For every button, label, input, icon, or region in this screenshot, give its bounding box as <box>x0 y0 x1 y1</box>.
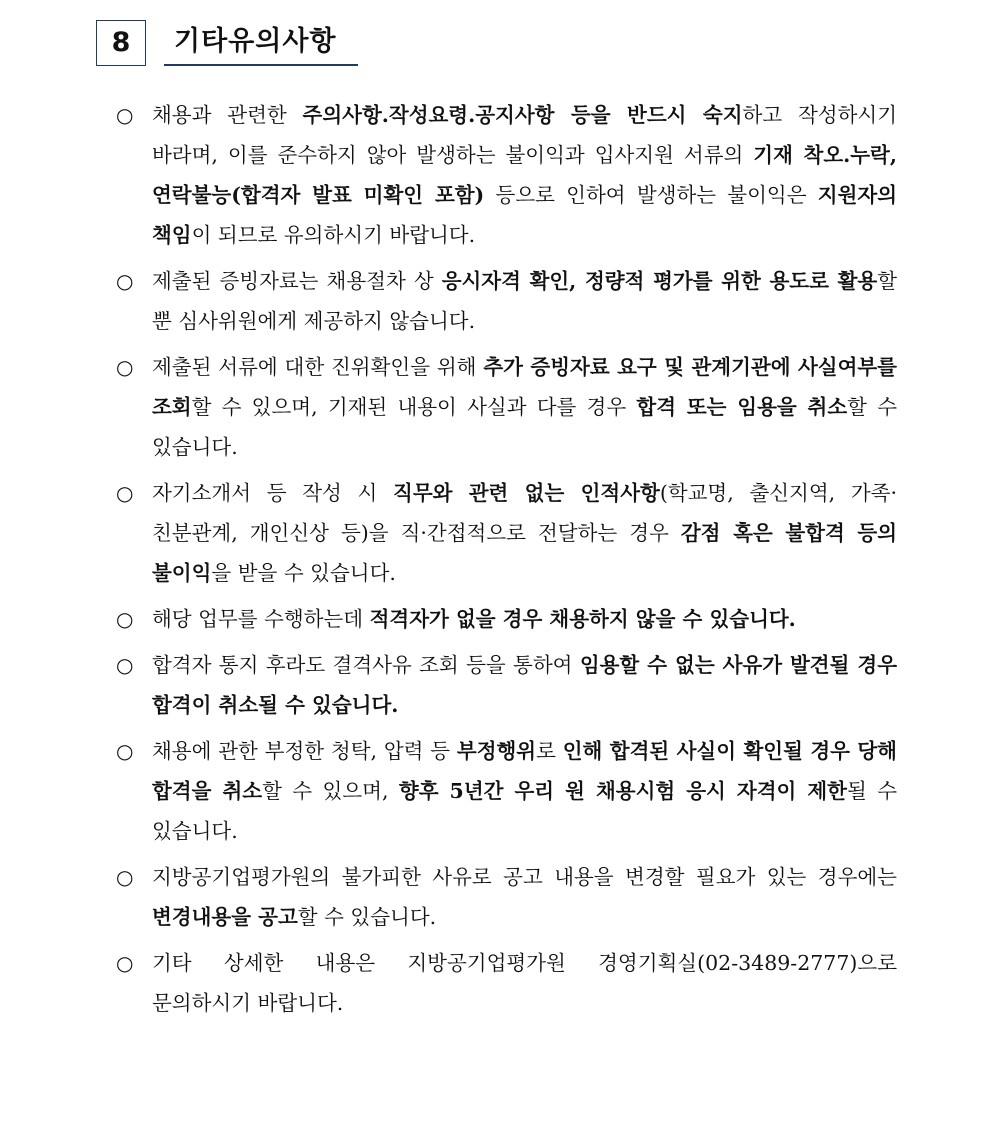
emphasis-text: 직무와 관련 없는 인적사항 <box>393 481 660 505</box>
emphasis-text: 지원자의 책임 <box>152 183 897 247</box>
notice-text: 지방공기업평가원의 불가피한 사유로 공고 내용을 변경할 필요가 있는 경우에는 <box>152 865 897 889</box>
circle-bullet-icon: ○ <box>116 607 134 631</box>
emphasis-text: 주의사항.작성요령.공지사항 등을 반드시 숙지 <box>302 103 743 127</box>
circle-bullet-icon: ○ <box>116 865 134 889</box>
notice-text: (학교명, 출신지역, 가족·친분관계, 개인신상 등)을 직·간접적으로 전달하는 경우 <box>152 481 897 545</box>
notice-text: 할 수 있으며, <box>262 779 399 803</box>
notice-item <box>116 473 897 593</box>
emphasis-text: 임용할 수 없는 사유가 발견될 경우 합격이 취소될 수 있습니다. <box>152 653 897 717</box>
notice-item <box>116 731 897 851</box>
section-header <box>96 20 366 70</box>
notice-text: 채용과 관련한 <box>152 103 303 127</box>
circle-bullet-icon: ○ <box>116 103 134 127</box>
notice-text: 자기소개서 등 작성 시 <box>152 481 394 505</box>
section-title: 기타유의사항 <box>164 20 358 66</box>
notice-text: 을 받을 수 있습니다. <box>211 561 396 585</box>
notice-text: 해당 업무를 수행하는데 <box>152 607 370 631</box>
emphasis-text: 적격자가 없을 경우 채용하지 않을 수 있습니다. <box>369 607 796 631</box>
notice-item <box>116 943 897 1023</box>
notice-text: 등으로 인하여 발생하는 불이익은 <box>484 183 818 207</box>
emphasis-text: 추가 증빙자료 요구 및 관계기관에 사실여부를 조회 <box>152 355 897 419</box>
notice-item <box>116 95 897 255</box>
emphasis-text: 응시자격 확인, 정량적 평가를 위한 용도로 활용 <box>441 269 878 293</box>
emphasis-text: 인해 합격된 사실이 확인될 경우 당해 합격을 취소 <box>152 739 897 803</box>
emphasis-text: 합격 또는 임용을 취소 <box>636 395 848 419</box>
circle-bullet-icon: ○ <box>116 653 134 677</box>
notice-text: 제출된 서류에 대한 진위확인을 위해 <box>152 355 484 379</box>
emphasis-text: 향후 5년간 우리 원 채용시험 응시 자격이 제한 <box>398 779 847 803</box>
circle-bullet-icon: ○ <box>116 739 134 763</box>
notice-text: 할 수 있습니다. <box>297 905 437 929</box>
notice-text: 하고 작성하시기 바라며, 이를 준수하지 않아 발생하는 불이익과 입사지원 서류의 <box>152 103 897 167</box>
emphasis-text: 변경내용을 공고 <box>152 905 298 929</box>
notice-text: 할 수 있습니다. <box>152 395 898 459</box>
notice-list <box>116 95 897 1029</box>
notice-item <box>116 261 897 341</box>
notice-text: 이 되므로 유의하시기 바랍니다. <box>191 223 476 247</box>
circle-bullet-icon: ○ <box>116 951 134 975</box>
notice-text: 할 뿐 심사위원에게 제공하지 않습니다. <box>152 269 897 333</box>
notice-text: 할 수 있으며, 기재된 내용이 사실과 다를 경우 <box>191 395 637 419</box>
notice-text: 될 수 있습니다. <box>152 779 898 843</box>
notice-text: 제출된 증빙자료는 채용절차 상 <box>152 269 442 293</box>
section-number: 8 <box>96 20 146 66</box>
emphasis-text: 부정행위 <box>456 739 537 763</box>
circle-bullet-icon: ○ <box>116 355 134 379</box>
notice-item <box>116 599 897 639</box>
notice-text: 채용에 관한 부정한 청탁, 압력 등 <box>152 739 457 763</box>
notice-text: 기타 상세한 내용은 지방공기업평가원 경영기획실(02-3489-2777)으로 문의하시기 바랍니다. <box>152 951 897 1015</box>
notice-text: 합격자 통지 후라도 결격사유 조회 등을 통하여 <box>152 653 580 677</box>
notice-item <box>116 857 897 937</box>
emphasis-text: 감점 혹은 불합격 등의 불이익 <box>152 521 898 585</box>
notice-text: 로 <box>536 739 563 763</box>
circle-bullet-icon: ○ <box>116 269 134 293</box>
notice-item <box>116 347 897 467</box>
notice-item <box>116 645 897 725</box>
emphasis-text: 기재 착오.누락, 연락불능(합격자 발표 미확인 포함) <box>152 143 897 207</box>
circle-bullet-icon: ○ <box>116 481 134 505</box>
